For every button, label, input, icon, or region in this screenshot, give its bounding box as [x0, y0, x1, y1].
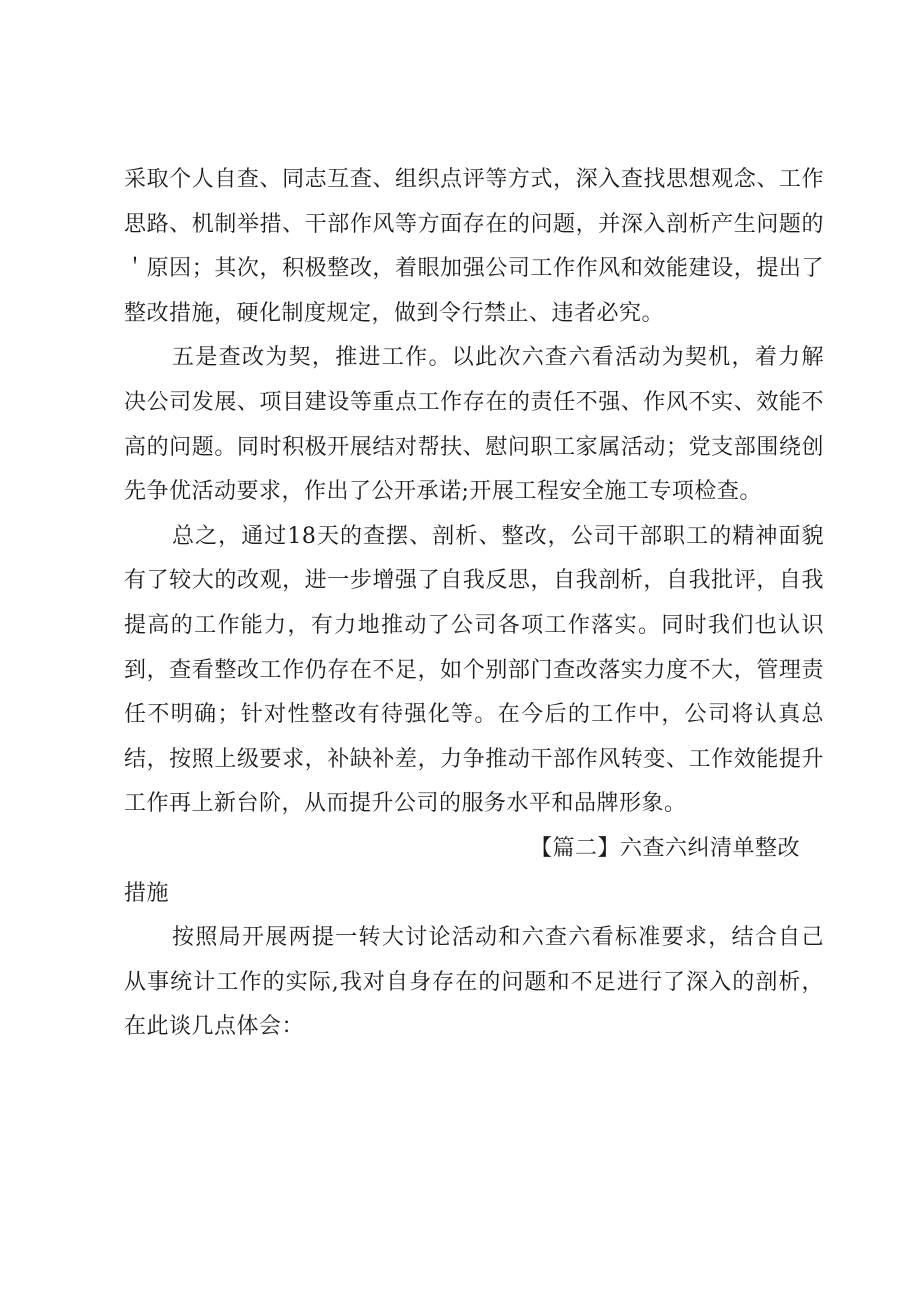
document-body [124, 158, 824, 1050]
section-heading: 【篇二】六查六纠清单整改 [529, 835, 800, 861]
section-heading-continuation: 措施 [124, 880, 170, 906]
paragraph-1: 采取个人自查、同志互查、组织点评等方式，深入查找思想观念、工作思路、机制举措、干部作风等方面存在的问题，并深入剖析产生问题的＇原因；其次，积极整改，着眼加强公司工作作风和效能建设，提出了整改措施，硬化制度规定，做到令行禁止、违者必究。 [124, 167, 824, 326]
paragraph-3: 总之，通过18天的查摆、剖析、整改，公司干部职工的精神面貌有了较大的改观，进一步增强了自我反思，自我剖析，自我批评，自我提高的工作能力，有力地推动了公司各项工作落实。同时我们也认识到，查看整改工作仍存在不足，如个别部门查改落实力度不大，管理责任不明确；针对性整改有待强化等。在今后的工作中，公司将认真总结，按照上级要求，补缺补差，力争推动干部作风转变、工作效能提升工作再上新台阶，从而提升公司的服务水平和品牌形象。 [124, 523, 824, 817]
paragraph-4: 按照局开展两提一转大讨论活动和六查六看标准要求，结合自己从事统计工作的实际,我对自身存在的问题和不足进行了深入的剖析，在此谈几点体会： [124, 925, 824, 1040]
paragraph-2: 五是查改为契，推进工作。以此次六查六看活动为契机，着力解决公司发展、项目建设等重点工作存在的责任不强、作风不实、效能不高的问题。同时积极开展结对帮扶、慰问职工家属活动；党支部围绕创先争优活动要求，作出了公开承诺;开展工程安全施工专项检查。 [124, 345, 824, 505]
